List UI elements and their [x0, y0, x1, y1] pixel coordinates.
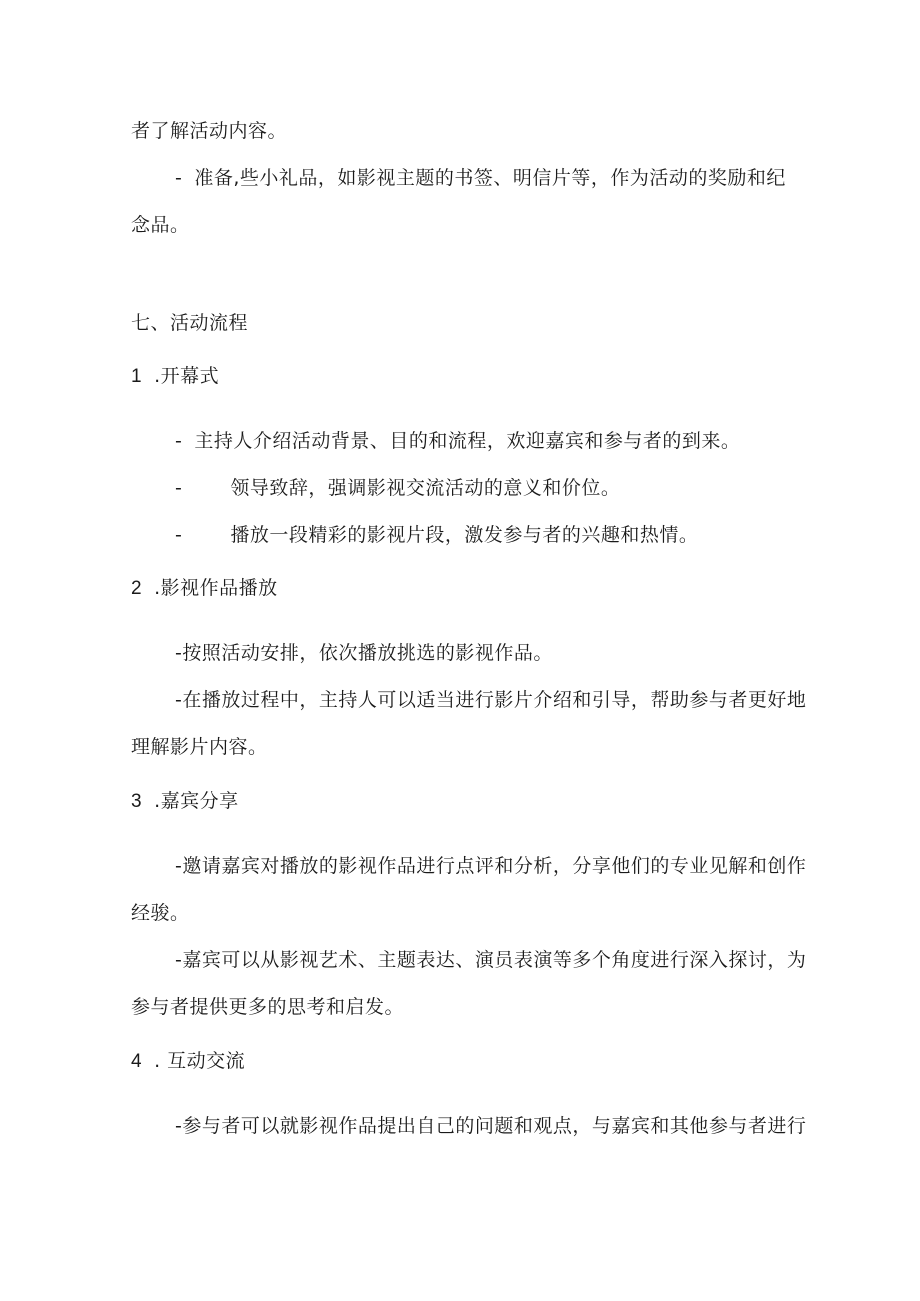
- bullet-text: 领导致辞，强调影视交流活动的意义和价位。: [230, 477, 621, 499]
- bullet-dash: -: [175, 524, 183, 546]
- bullet-host-guide: -在播放过程中，主持人可以适当进行影片介绍和引导，帮助参与者更好地: [175, 689, 807, 711]
- subsection-number: 2: [131, 578, 143, 599]
- section-heading: 七、活动流程: [131, 312, 249, 334]
- bullet-dash: -: [175, 430, 183, 452]
- bullet-guest-review: -邀请嘉宾对播放的影视作品进行点评和分析，分享他们的专业见解和创作: [175, 855, 807, 877]
- bullet-guest-discussion: -嘉宾可以从影视艺术、主题表达、演员表演等多个角度进行深入探讨，为: [175, 949, 807, 971]
- bullet-dash: -: [175, 167, 183, 189]
- subsection-number: 1: [131, 366, 143, 387]
- subsection-heading-3: [131, 788, 239, 815]
- bullet-participant-questions: -参与者可以就影视作品提出自己的问题和观点，与嘉宾和其他参与者进行: [175, 1115, 807, 1137]
- bullet-prepare-gifts: [175, 165, 786, 191]
- subsection-title: . 互动交流: [154, 1050, 246, 1072]
- bullet-continuation: 经骏。: [131, 902, 190, 924]
- bullet-text: 播放一段精彩的影视片段，激发参与者的兴趣和热情。: [230, 524, 699, 546]
- bullet-continuation: 念品。: [131, 214, 190, 236]
- subsection-heading-4: [131, 1048, 245, 1075]
- paragraph-continuation: 者了解活动内容。: [131, 120, 288, 142]
- subsection-number: 3: [131, 791, 143, 812]
- bullet-dash: -: [175, 477, 183, 499]
- bullet-play-works: -按照活动安排，依次播放挑选的影视作品。: [175, 642, 553, 664]
- bullet-text: 准备,些小礼品，如影视主题的书签、明信片等，作为活动的奖励和纪: [194, 167, 786, 189]
- subsection-heading-1: [131, 363, 219, 390]
- subsection-title: .开幕式: [154, 365, 220, 387]
- bullet-opening-host: [175, 428, 740, 454]
- bullet-continuation: 理解影片内容。: [131, 736, 268, 758]
- subsection-heading-2: [131, 575, 278, 602]
- subsection-number: 4: [131, 1051, 143, 1072]
- subsection-title: .影视作品播放: [154, 577, 278, 599]
- bullet-continuation: 参与者提供更多的思考和启发。: [131, 996, 405, 1018]
- bullet-text: 主持人介绍活动背景、目的和流程，欢迎嘉宾和参与者的到来。: [194, 430, 741, 452]
- subsection-title: .嘉宾分享: [154, 790, 239, 812]
- bullet-leader-speech: [175, 475, 620, 501]
- bullet-play-clip: [175, 522, 698, 548]
